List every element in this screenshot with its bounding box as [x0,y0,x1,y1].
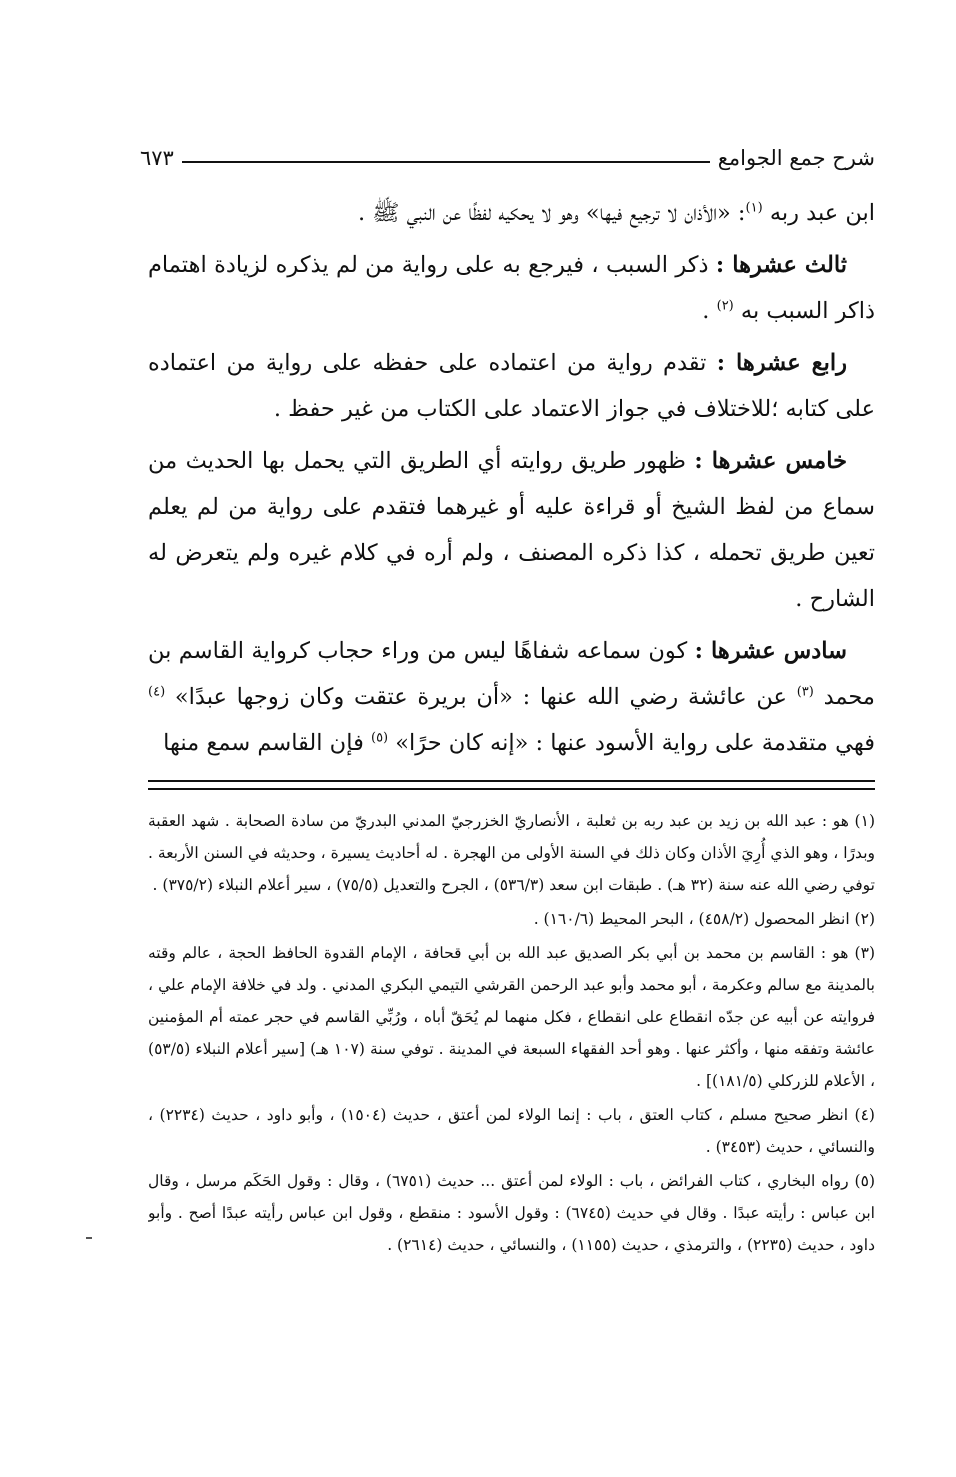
footnote-ref: (٥) [370,730,389,746]
footnotes [148,805,875,1385]
paragraph-4 [148,438,875,622]
footnote-ref: (٣) [796,684,814,700]
paragraph-text: ذكر السبب ، فيرجع به على رواية من لم يذكره لزيادة اهتمام ذاكر السبب به [148,252,875,324]
paragraph-text: : «الأذان لا ترجيع فيها» وهو لا يحكيه لفظًا عن النبي ﷺ . [357,200,746,226]
section-label: سادس عشرها : [694,638,847,664]
running-header [140,140,875,176]
main-text [148,190,875,778]
section-label: خامس عشرها : [694,448,847,474]
paragraph-2 [148,242,875,334]
section-label: رابع عشرها : [716,350,847,376]
paragraph-5 [148,628,875,766]
footnote-separator [148,780,875,790]
paragraph-text: كون سماعه شفاهًا ليس من وراء حجاب كرواية القاسم بن محمد [148,638,875,710]
paragraph-text: فهي متقدمة على رواية الأسود عنها : «إنه كان حرًا» [395,730,875,756]
paragraph-text: ابن عبد ربه [769,200,875,226]
paragraph-text: تقدم رواية من اعتماده على حفظه على رواية من اعتماده على كتابه ؛للاختلاف في جواز الاعتماد على الكتاب من غير حفظ . [148,350,875,422]
footnote-2: (٢) انظر المحصول (٤٥٨/٢) ، البحر المحيط (١٦٠/٦) . [533,910,875,928]
footnote-ref: (٤) [148,684,166,700]
paragraph-1 [148,190,875,236]
footnote-1: (١) هو : عبد الله بن زيد بن عبد ربه بن ثعلبة ، الأنصاريّ الخزرجيّ المدني البدريّ من سادة الصحابة . شهد العقبة وبدرًا ، وهو الذي أُرِيَ الأذان وكان ذلك في السنة الأولى من الهجرة . له أحاديث يسيرة ، وحديثه في السنن الأربعة . توفي رضي الله عنه سنة (٣٢ هـ) . طبقات ابن سعد (٥٣٦/٣) ، الجرح والتعديل (٧٥/٥) ، سير أعلام النبلاء (٣٧٥/٢) . [148,812,875,894]
header-rule [182,161,710,163]
footnote-ref: (٢) [716,298,734,314]
scan-mark [86,1237,92,1239]
paragraph-text: . [702,298,717,324]
page-number: ٦٧٣ [140,146,174,170]
paragraph-text: ظهور طريق روايته أي الطريق التي يحمل بها الحديث من سماع من لفظ الشيخ أو قراءة عليه أو غيرهما فتقدم على رواية من لم يعلم تعين طريق تحمله ، كذا ذكره المصنف ، ولم أره في كلام غيره ولم يتعرض له الشارح . [148,448,875,612]
header-title: شرح جمع الجوامع [717,146,875,170]
footnote-5: (٥) رواه البخاري ، كتاب الفرائض ، باب : الولاء لمن أعتق ... حديث (٦٧٥١) ، وقال : وقول الحَكَم مرسل ، وقال ابن عباس : رأيته عبدًا . وقال في حديث (٦٧٤٥) : وقول الأسود : منقطع ، وقول ابن عباس رأيته عبدًا أصح . وأبو داود ، حديث (٢٢٣٥) ، والترمذي ، حديث (١١٥٥) ، والنسائي ، حديث (٢٦١٤) . [148,1172,875,1254]
footnote-3: (٣) هو : القاسم بن محمد بن أبي بكر الصديق عبد الله بن أبي قحافة ، الإمام القدوة الحافظ الحجة ، عالم وقته بالمدينة مع سالم وعكرمة ، أبو محمد وأبو عبد الرحمن القرشي التيمي البكري المدني . ولد في خلافة الإمام علي ، فروايته عن أبيه عن جدّه انقطاع على انقطاع ، فكل منهما لم يُحَقّ أباه ، ورُبِّي القاسم في حجر عمته أم المؤمنين عائشة وتفقه منها ، وأكثر عنها . وهو أحد الفقهاء السبعة في المدينة . توفي سنة (١٠٧ هـ) [سير أعلام النبلاء (٥٣/٥) ، الأعلام للزركلي (١٨١/٥)] . [148,944,875,1090]
footnote-ref: (١) [745,200,763,216]
footnote-4: (٤) انظر صحيح مسلم ، كتاب العتق ، باب : إنما الولاء لمن أعتق ، حديث (١٥٠٤) ، وأبو داود ، حديث (٢٢٣٤) ، والنسائي ، حديث (٣٤٥٣) . [148,1106,875,1156]
paragraph-text: عن عائشة رضي الله عنها : «أن بريرة عتقت وكان زوجها عبدًا» [174,684,797,710]
section-label: ثالث عشرها : [715,252,847,278]
paragraph-3 [148,340,875,432]
paragraph-text: فإن القاسم سمع منها [163,730,371,756]
